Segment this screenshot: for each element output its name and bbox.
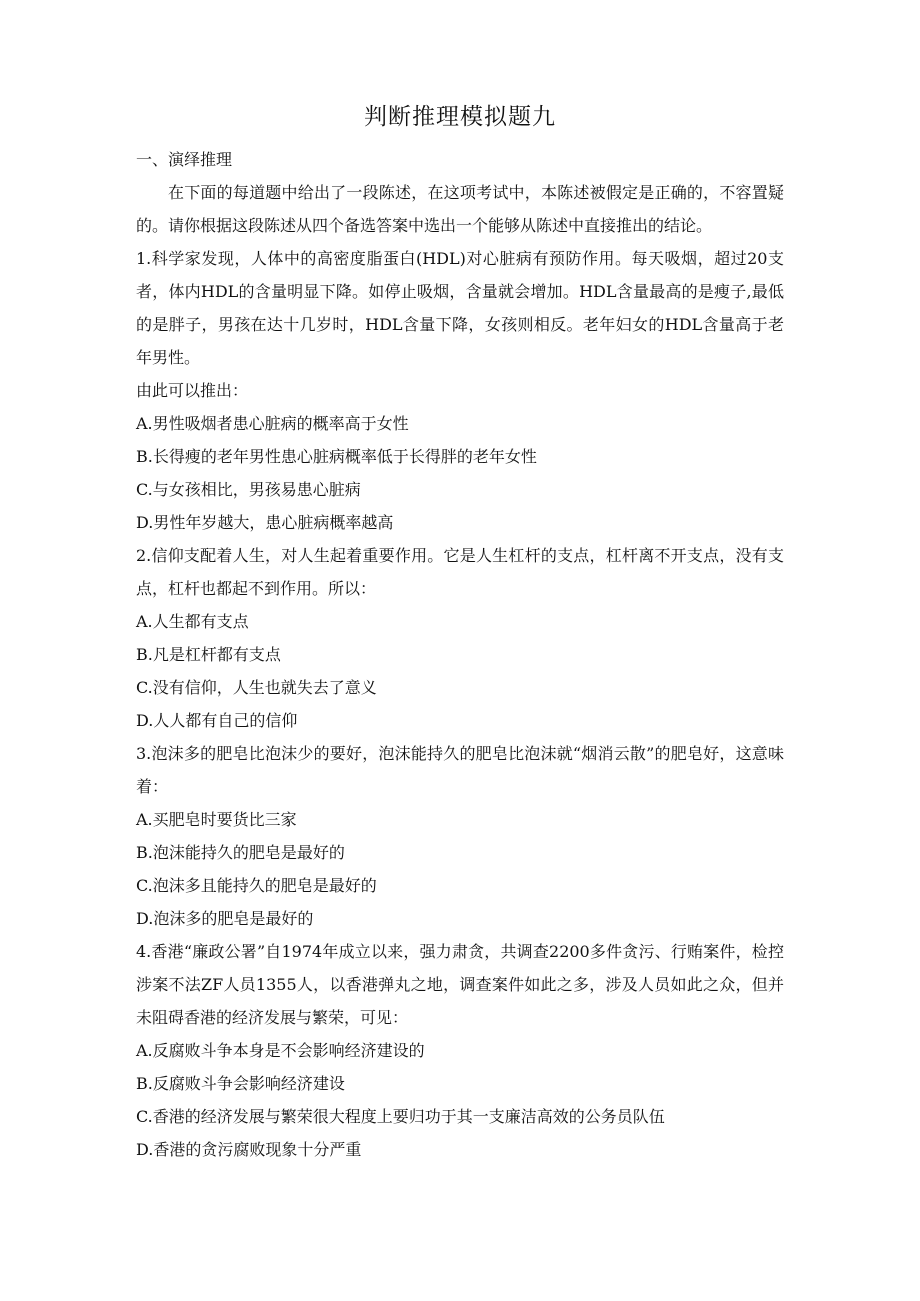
question-4-option-d: D.香港的贪污腐败现象十分严重 — [136, 1140, 362, 1159]
document-title: 判断推理模拟题九 — [364, 104, 556, 130]
question-1-option-c: C.与女孩相比，男孩易患心脏病 — [136, 480, 361, 499]
question-3-option-b: B.泡沫能持久的肥皂是最好的 — [136, 843, 345, 862]
question-4-option-c: C.香港的经济发展与繁荣很大程度上要归功于其一支廉洁高效的公务员队伍 — [136, 1107, 665, 1126]
question-2-stem: 2.信仰支配着人生，对人生起着重要作用。它是人生杠杆的支点，杠杆离不开支点，没有支点，杠杆也都起不到作用。所以： — [136, 546, 784, 598]
question-1-option-d: D.男性年岁越大，患心脏病概率越高 — [136, 513, 394, 532]
question-3-option-c: C.泡沫多且能持久的肥皂是最好的 — [136, 876, 377, 895]
question-2-option-d: D.人人都有自己的信仰 — [136, 711, 298, 730]
question-1-option-a: A.男性吸烟者患心脏病的概率高于女性 — [136, 414, 409, 433]
question-3-option-a: A.买肥皂时要货比三家 — [136, 810, 297, 829]
section-heading: 一、演绎推理 — [136, 150, 233, 169]
question-4-stem: 4.香港“廉政公署”自1974年成立以来，强力肃贪，共调查2200多件贪污、行贿案件，检控涉案不法ZF人员1355人，以香港弹丸之地，调查案件如此之多，涉及人员如此之众，但并未阻碍香港的经济发展与繁荣，可见： — [136, 942, 784, 1027]
question-1-stem: 1.科学家发现，人体中的高密度脂蛋白(HDL)对心脏病有预防作用。每天吸烟，超过20支者，体内HDL的含量明显下降。如停止吸烟，含量就会增加。HDL含量最高的是瘦子,最低的是胖子，男孩在达十几岁时，HDL含量下降，女孩则相反。老年妇女的HDL含量高于老年男性。 — [136, 249, 784, 367]
question-2-option-a: A.人生都有支点 — [136, 612, 249, 631]
question-1-option-b: B.长得瘦的老年男性患心脏病概率低于长得胖的老年女性 — [136, 447, 537, 466]
document-body — [136, 143, 784, 1166]
question-1-prompt: 由此可以推出： — [136, 381, 249, 400]
question-2-option-c: C.没有信仰，人生也就失去了意义 — [136, 678, 377, 697]
question-3-stem: 3.泡沫多的肥皂比泡沫少的要好，泡沫能持久的肥皂比泡沫就“烟消云散”的肥皂好，这意味着： — [136, 744, 784, 796]
instructions-paragraph: 在下面的每道题中给出了一段陈述，在这项考试中，本陈述被假定是正确的，不容置疑的。请你根据这段陈述从四个备选答案中选出一个能够从陈述中直接推出的结论。 — [136, 183, 784, 235]
question-3-option-d: D.泡沫多的肥皂是最好的 — [136, 909, 314, 928]
question-4-option-a: A.反腐败斗争本身是不会影响经济建设的 — [136, 1041, 425, 1060]
question-2-option-b: B.凡是杠杆都有支点 — [136, 645, 281, 664]
question-4-option-b: B.反腐败斗争会影响经济建设 — [136, 1074, 345, 1093]
